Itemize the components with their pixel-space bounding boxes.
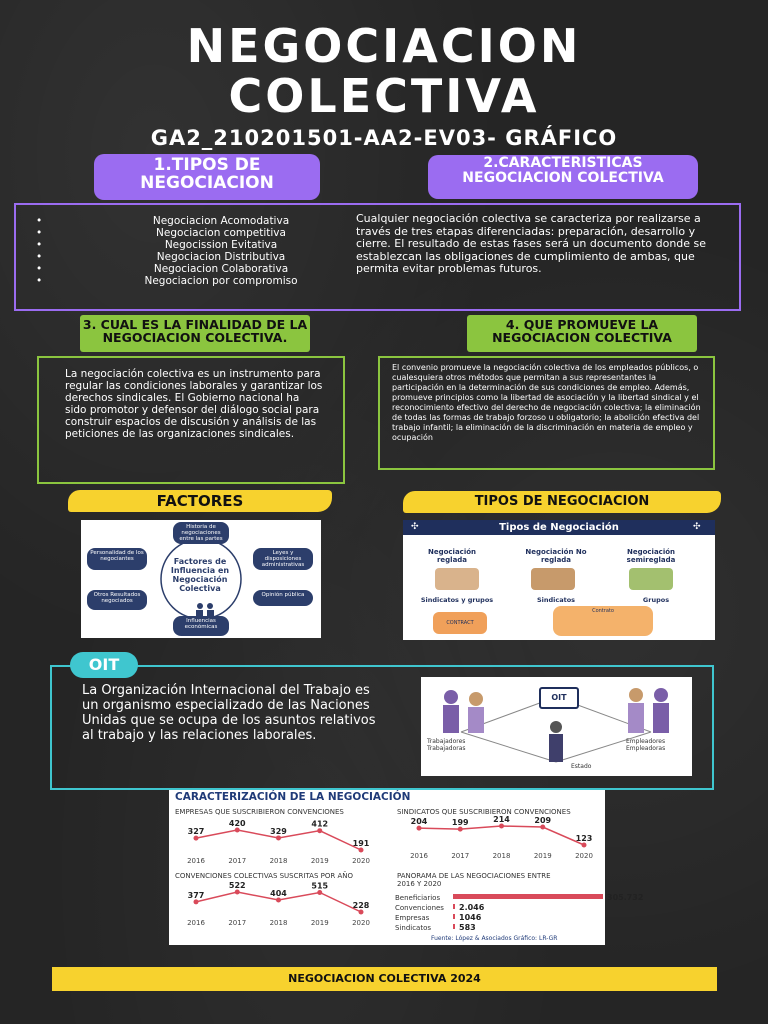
chart1-point	[317, 828, 322, 833]
chart2-point	[540, 825, 545, 830]
chart4-bar	[453, 894, 603, 899]
list-item: • Negociacion competitiva	[116, 227, 326, 239]
caracterizacion-infographic	[169, 790, 644, 945]
section2-heading: 2.CARACTERISTICAS NEGOCIACION COLECTIVA	[428, 155, 698, 199]
chart3-data-label: 522	[228, 881, 246, 890]
oit-label: OIT	[70, 652, 138, 678]
chart4-title: PANORAMA DE LAS NEGOCIACIONES ENTRE 2016 Y 2020	[397, 872, 551, 888]
chart1-data-label: 412	[311, 819, 329, 829]
chart1-point	[276, 835, 281, 840]
page-title-line1: NEGOCIACION	[186, 19, 582, 73]
section1-heading: 1.TIPOS DE NEGOCIACION	[94, 154, 320, 200]
chart4-category-label: Empresas	[395, 914, 430, 922]
factores-diagram	[81, 520, 321, 638]
col-reglada: Negociación reglada	[427, 548, 477, 564]
factores-label: FACTORES	[68, 490, 332, 512]
chart2-point	[499, 824, 504, 829]
coins-image	[629, 568, 673, 590]
infographic-title: CARACTERIZACIÓN DE LA NEGOCIACIÓN	[175, 791, 411, 803]
caption-trabajadores: Trabajadores Trabajadoras	[427, 738, 466, 752]
chart3-tick-label: 2017	[228, 919, 247, 927]
chart2-data-label: 214	[493, 815, 510, 824]
chart3-tick-label: 2018	[269, 919, 288, 927]
chart2-series-line	[419, 826, 584, 845]
col-semireglada: Negociación semireglada	[626, 548, 676, 564]
list-item: • Negociacion Distributiva	[116, 251, 326, 263]
node-influencias: Influencias económicas	[173, 616, 229, 636]
chart3-data-label: 404	[270, 889, 287, 899]
list-item: • Negociacion Acomodativa	[116, 215, 326, 227]
footer-bar: NEGOCIACION COLECTIVA 2024	[52, 967, 717, 991]
group-image	[435, 568, 479, 590]
chart1-point	[359, 848, 364, 853]
handshake-image: Contrato	[553, 606, 653, 636]
list-item: • Negocission Evitativa	[116, 239, 326, 251]
chart4-value-label: 2.046	[459, 903, 485, 912]
promotes-text: El convenio promueve la negociación colectiva de los empleados públicos, o cualesquiera otros métodos que permitan a sus representantes la participación en la determinación de sus condiciones de empleo. Además, promueve principios como la libertad de asociación y la libertad sindical y el reconocimiento efectivo del derecho de negociación colectiva; la eliminación de todas las formas de trabajo forzoso u obligatorio; la abolición efectiva del trabajo infantil; la eliminación de la discriminación en materia de empleo y ocupación	[392, 363, 701, 442]
chart2-data-label: 209	[534, 816, 552, 826]
chart1-data-label: 327	[187, 827, 205, 837]
decor-icon: ✣	[693, 522, 701, 532]
chart2-tick-label: 2020	[575, 852, 593, 860]
tipos-negociacion-image	[403, 520, 715, 640]
chart3-point	[194, 899, 199, 904]
chart4-bar	[453, 924, 455, 929]
node-historia: Historia de negociaciones entre las partes	[173, 522, 229, 544]
chart1-tick-label: 2017	[228, 857, 247, 865]
chart1-data-label: 191	[352, 839, 370, 848]
section4-box	[378, 356, 715, 470]
decor-icon: ✣	[411, 522, 419, 532]
chart4-bar	[453, 904, 455, 909]
chart3-tick-label: 2019	[310, 919, 329, 927]
chart3-data-label: 377	[187, 890, 205, 900]
chart3-tick-label: 2016	[187, 919, 205, 927]
chart2-title: SINDICATOS QUE SUSCRIBIERON CONVENCIONES	[397, 808, 571, 816]
chart1-title: EMPRESAS QUE SUSCRIBIERON CONVENCIONES	[175, 808, 344, 816]
section3-heading: 3. CUAL ES LA FINALIDAD DE LA NEGOCIACION COLECTIVA.	[80, 315, 310, 352]
chart4-category-label: Sindicatos	[395, 924, 432, 932]
chart2-point	[582, 843, 587, 848]
section4-heading: 4. QUE PROMUEVE LA NEGOCIACION COLECTIVA	[467, 315, 697, 352]
page-subtitle: GA2_210201501-AA2-EV03- GRÁFICO	[150, 126, 618, 150]
node-otros: Otros Resultados negociados	[87, 590, 147, 610]
chart2-point	[417, 826, 422, 831]
row-sindicatos: Sindicatos	[536, 596, 576, 604]
chart3-tick-label: 2020	[352, 919, 370, 927]
node-leyes: Leyes y disposiciones administrativas	[253, 548, 313, 570]
oit-illustration	[421, 677, 692, 776]
infographic-footer: Fuente: López & Asociados Gráfico: LR-GR	[431, 935, 558, 942]
charts-svg	[169, 790, 644, 945]
chart1-tick-label: 2019	[310, 857, 329, 865]
chart3-point	[317, 890, 322, 895]
col-no-reglada: Negociación No reglada	[525, 548, 587, 564]
negotiation-types-list	[116, 215, 326, 287]
chart2-tick-label: 2017	[451, 852, 470, 860]
node-personalidad: Personalidad de los negociantes	[87, 548, 147, 570]
chart4-value-label: 583	[459, 923, 476, 932]
chart2-tick-label: 2018	[492, 852, 511, 860]
chart2-data-label: 204	[410, 817, 428, 827]
chart2-data-label: 123	[575, 834, 593, 843]
section3-box	[37, 356, 345, 484]
row-sindicatos-grupos: Sindicatos y grupos	[420, 596, 494, 604]
chart2-data-label: 199	[451, 818, 469, 828]
chart3-point	[235, 890, 240, 895]
chart1-data-label: 420	[228, 819, 246, 828]
chart1-tick-label: 2018	[269, 857, 288, 865]
chart4-bar	[453, 914, 455, 919]
chart3-title: CONVENCIONES COLECTIVAS SUSCRITAS POR AÑO	[175, 872, 353, 880]
factores-center-label: Factores de Influencia en Negociación Colectiva	[170, 557, 230, 593]
chart4-category-label: Beneficiarios	[395, 894, 441, 902]
chart1-tick-label: 2016	[187, 857, 205, 865]
tipos-negociacion-label: TIPOS DE NEGOCIACION	[403, 491, 721, 513]
tipos-banner: Tipos de Negociación	[403, 520, 715, 535]
sections-1-2-frame	[14, 203, 741, 311]
characteristics-text: Cualquier negociación colectiva se caracteriza por realizarse a través de tres etapas diferenciadas: preparación, desarrollo y cierre. El resultado de estas fases será un documento donde se establezcan las obligaciones de cumplimiento de ambas, que permita evitar problemas futuros.	[356, 212, 707, 275]
chart1-point	[235, 828, 240, 833]
caption-empleadores: Empleadores Empleadoras	[626, 738, 666, 752]
node-opinion: Opinión pública	[253, 590, 313, 606]
caption-estado: Estado	[571, 763, 592, 770]
chart3-data-label: 515	[311, 881, 329, 891]
chart4-value-label: 305.732	[607, 893, 644, 902]
finality-text: La negociación colectiva es un instrumento para regular las condiciones laborales y garantizar los derechos sindicales. El Gobierno nacional ha sido promotor y defensor del diálogo social para construir espacios de discusión y análisis de las peticiones de las organizaciones sindicales.	[65, 368, 323, 440]
oit-text: La Organización Internacional del Trabajo es un organismo especializado de las Naciones Unidas que se ocupa de los asuntos relativos al trabajo y las relaciones laborales.	[82, 683, 376, 743]
contract-image: CONTRACT	[433, 612, 487, 634]
chart3-data-label: 228	[352, 901, 370, 910]
chart4-value-label: 1046	[459, 913, 482, 922]
chart3-point	[359, 910, 364, 915]
list-item: • Negociacion por compromiso	[116, 275, 326, 287]
chart4-category-label: Convenciones	[395, 904, 444, 912]
chart1-data-label: 329	[270, 826, 287, 836]
oit-logo: OIT	[539, 687, 579, 709]
row-grupos: Grupos	[642, 596, 670, 604]
chart2-point	[458, 827, 463, 832]
chart3-point	[276, 898, 281, 903]
page-title-line2: COLECTIVA	[228, 69, 540, 123]
chart1-tick-label: 2020	[352, 857, 370, 865]
union-image	[531, 568, 575, 590]
list-item: • Negociacion Colaborativa	[116, 263, 326, 275]
chart2-tick-label: 2016	[410, 852, 428, 860]
chart1-point	[194, 836, 199, 841]
chart2-tick-label: 2019	[533, 852, 552, 860]
